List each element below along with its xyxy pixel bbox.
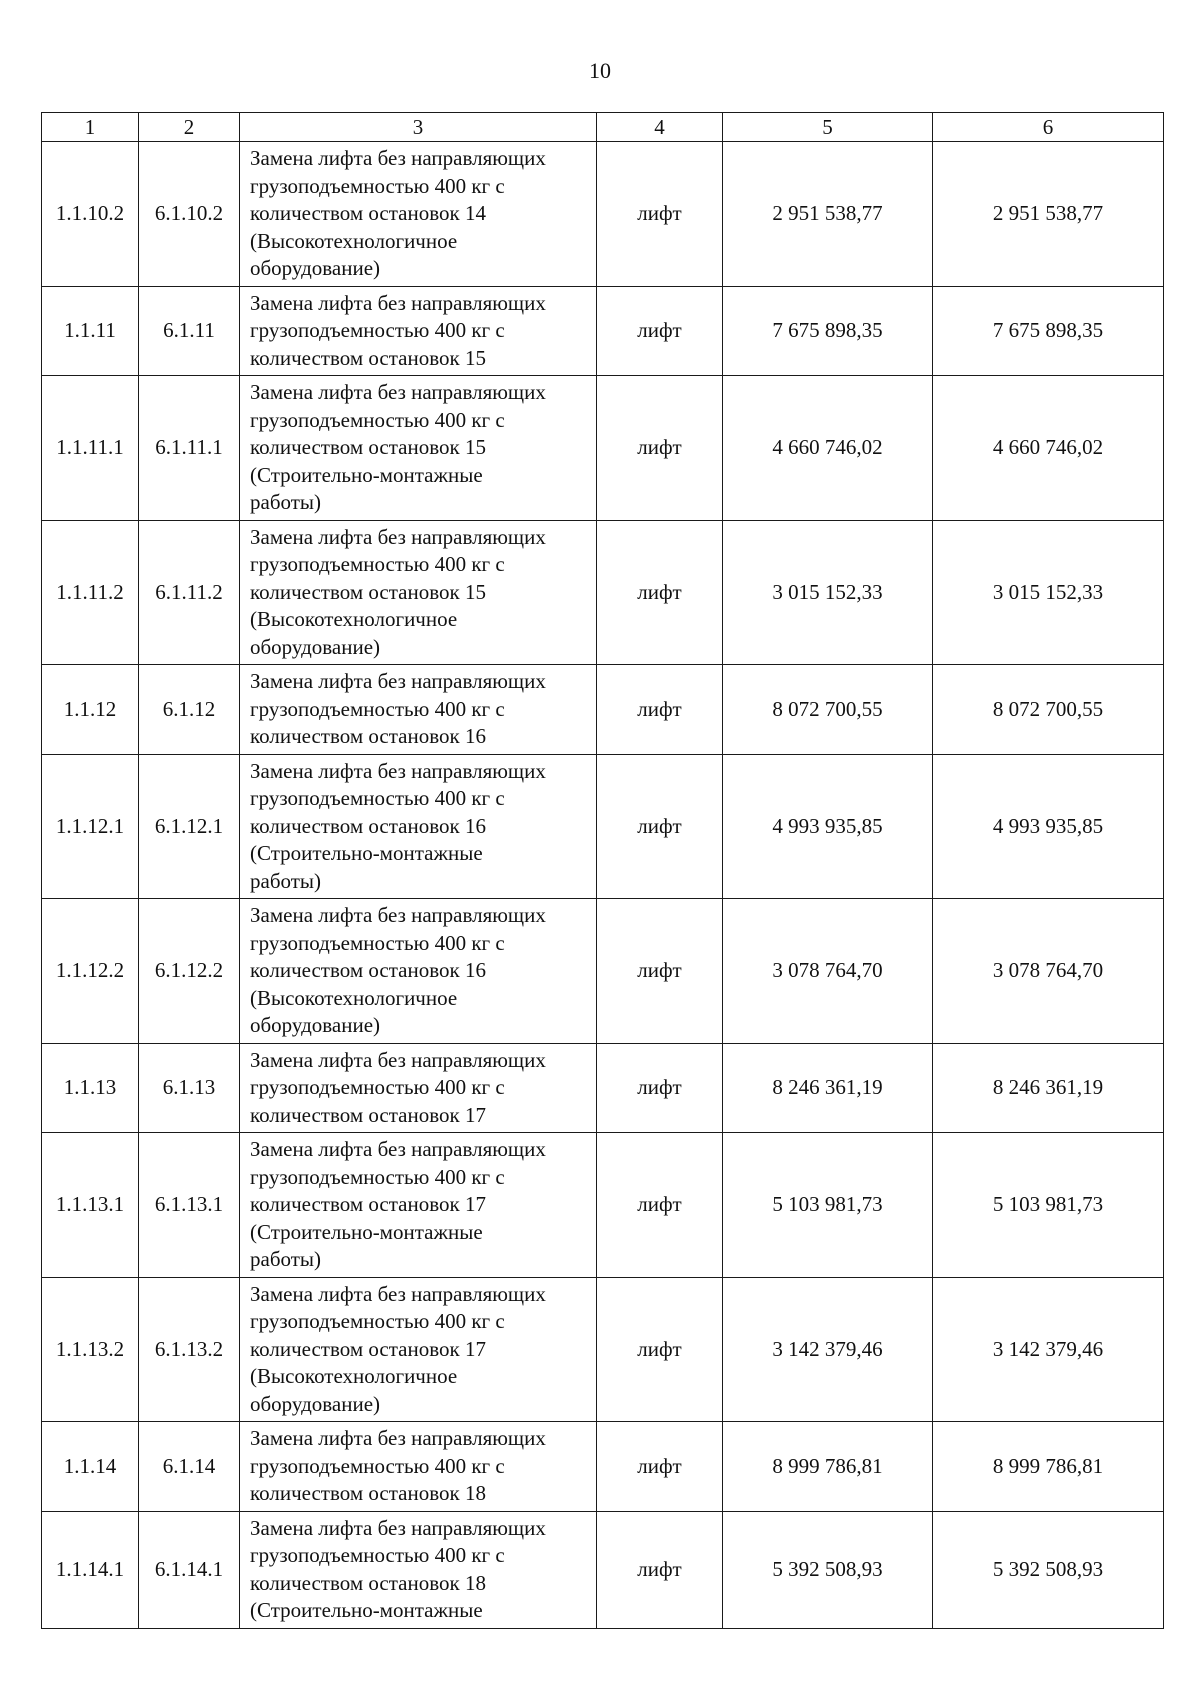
cell-code: 1.1.12.1	[42, 754, 139, 899]
cell-cost-total: 4 660 746,02	[933, 376, 1164, 521]
table-header	[42, 113, 1164, 142]
cell-description	[240, 665, 597, 755]
cell-unit: лифт	[597, 899, 723, 1044]
cell-subcode: 6.1.14	[139, 1422, 240, 1512]
description-line: грузоподъемностью 400 кг с	[250, 696, 505, 721]
table-row	[42, 520, 1164, 665]
description-line: грузоподъемностью 400 кг с	[250, 786, 505, 810]
cell-description	[240, 1511, 597, 1628]
cell-subcode: 6.1.11.1	[139, 376, 240, 521]
cell-code: 1.1.12	[42, 665, 139, 755]
header-col-3: 3	[240, 113, 597, 142]
cell-cost-total: 2 951 538,77	[933, 142, 1164, 287]
cell-unit: лифт	[597, 1511, 723, 1628]
cell-unit: лифт	[597, 1043, 723, 1133]
table-row	[42, 286, 1164, 376]
cell-code: 1.1.11.2	[42, 520, 139, 665]
cell-cost: 2 951 538,77	[723, 142, 933, 287]
description-line: количеством остановок 17	[250, 1192, 486, 1216]
cell-unit: лифт	[597, 754, 723, 899]
header-col-5: 5	[723, 113, 933, 142]
cell-description	[240, 1043, 597, 1133]
description-line: количеством остановок 16	[250, 813, 486, 838]
cell-unit: лифт	[597, 376, 723, 521]
description-line: Замена лифта без направляющих	[250, 758, 546, 783]
cell-subcode: 6.1.12.1	[139, 754, 240, 899]
description-line: работы)	[250, 490, 322, 514]
cell-unit: лифт	[597, 1277, 723, 1422]
description-line: грузоподъемностью 400 кг с	[250, 1453, 505, 1478]
cell-description	[240, 142, 597, 287]
cell-cost-total: 8 999 786,81	[933, 1422, 1164, 1512]
cell-cost-total: 8 246 361,19	[933, 1043, 1164, 1133]
description-line: (Строительно-монтажные	[250, 1598, 483, 1622]
description-line: (Высокотехнологичное	[250, 985, 458, 1010]
cell-unit: лифт	[597, 1422, 723, 1512]
cell-code: 1.1.14	[42, 1422, 139, 1512]
header-row	[42, 113, 1164, 142]
cell-cost: 3 142 379,46	[723, 1277, 933, 1422]
cell-code: 1.1.10.2	[42, 142, 139, 287]
cell-cost: 8 072 700,55	[723, 665, 933, 755]
description-line: грузоподъемностью 400 кг с	[250, 173, 505, 198]
cell-cost: 3 015 152,33	[723, 520, 933, 665]
cell-description	[240, 376, 597, 521]
description-line: грузоподъемностью 400 кг с	[250, 1075, 505, 1099]
description-line: количеством остановок 15	[250, 579, 486, 604]
description-line: (Строительно-монтажные	[250, 1219, 483, 1244]
cell-cost: 8 246 361,19	[723, 1043, 933, 1133]
description-line: Замена лифта без направляющих	[250, 146, 546, 170]
cell-description	[240, 286, 597, 376]
cell-subcode: 6.1.12	[139, 665, 240, 755]
cell-code: 1.1.13.1	[42, 1133, 139, 1278]
cell-cost-total: 8 072 700,55	[933, 665, 1164, 755]
cell-cost-total: 7 675 898,35	[933, 286, 1164, 376]
table-body	[42, 142, 1164, 1629]
cell-cost: 5 103 981,73	[723, 1133, 933, 1278]
cell-description	[240, 520, 597, 665]
description-line: грузоподъемностью 400 кг с	[250, 552, 505, 576]
cell-code: 1.1.11.1	[42, 376, 139, 521]
description-line: Замена лифта без направляющих	[250, 290, 546, 315]
table-row	[42, 1043, 1164, 1133]
header-col-6: 6	[933, 113, 1164, 142]
header-col-4: 4	[597, 113, 723, 142]
cell-cost: 4 660 746,02	[723, 376, 933, 521]
description-line: грузоподъемностью 400 кг с	[250, 1543, 505, 1567]
cell-description	[240, 1277, 597, 1422]
table-row	[42, 142, 1164, 287]
cell-unit: лифт	[597, 520, 723, 665]
cell-subcode: 6.1.11.2	[139, 520, 240, 665]
description-line: Замена лифта без направляющих	[250, 1515, 546, 1540]
table-row	[42, 376, 1164, 521]
description-line: количеством остановок 15	[250, 345, 486, 370]
table-row	[42, 1511, 1164, 1628]
table-row	[42, 754, 1164, 899]
description-line: Замена лифта без направляющих	[250, 903, 546, 927]
cell-cost: 4 993 935,85	[723, 754, 933, 899]
description-line: Замена лифта без направляющих	[250, 1047, 546, 1072]
cell-description	[240, 899, 597, 1044]
cell-cost: 7 675 898,35	[723, 286, 933, 376]
description-line: грузоподъемностью 400 кг с	[250, 407, 505, 432]
description-line: Замена лифта без направляющих	[250, 1281, 546, 1306]
description-line: грузоподъемностью 400 кг с	[250, 930, 505, 955]
description-line: оборудование)	[250, 1391, 381, 1416]
description-line: работы)	[250, 868, 322, 893]
table-row	[42, 665, 1164, 755]
cell-code: 1.1.13	[42, 1043, 139, 1133]
cell-subcode: 6.1.10.2	[139, 142, 240, 287]
table-row	[42, 1422, 1164, 1512]
description-line: количеством остановок 15	[250, 435, 486, 459]
cell-subcode: 6.1.11	[139, 286, 240, 376]
description-line: грузоподъемностью 400 кг с	[250, 1309, 505, 1333]
description-line: Замена лифта без направляющих	[250, 380, 546, 404]
cell-subcode: 6.1.13.2	[139, 1277, 240, 1422]
table-row	[42, 1277, 1164, 1422]
cell-unit: лифт	[597, 665, 723, 755]
table-row	[42, 1133, 1164, 1278]
cell-description	[240, 1133, 597, 1278]
description-line: количеством остановок 17	[250, 1102, 486, 1127]
cell-cost-total: 5 392 508,93	[933, 1511, 1164, 1628]
cell-unit: лифт	[597, 1133, 723, 1278]
description-line: оборудование)	[250, 256, 381, 280]
cell-cost: 3 078 764,70	[723, 899, 933, 1044]
header-col-2: 2	[139, 113, 240, 142]
description-line: количеством остановок 17	[250, 1336, 486, 1361]
cell-unit: лифт	[597, 286, 723, 376]
cell-unit: лифт	[597, 142, 723, 287]
description-line: грузоподъемностью 400 кг с	[250, 1164, 505, 1189]
cell-code: 1.1.14.1	[42, 1511, 139, 1628]
cell-subcode: 6.1.14.1	[139, 1511, 240, 1628]
description-line: (Строительно-монтажные	[250, 462, 483, 487]
description-line: Замена лифта без направляющих	[250, 524, 546, 549]
description-line: количеством остановок 16	[250, 958, 486, 982]
description-line: Замена лифта без направляющих	[250, 669, 546, 693]
description-line: (Строительно-монтажные	[250, 841, 483, 865]
cell-subcode: 6.1.13.1	[139, 1133, 240, 1278]
cell-code: 1.1.12.2	[42, 899, 139, 1044]
cell-cost-total: 4 993 935,85	[933, 754, 1164, 899]
cell-description	[240, 1422, 597, 1512]
cell-cost: 5 392 508,93	[723, 1511, 933, 1628]
cell-code: 1.1.11	[42, 286, 139, 376]
cell-subcode: 6.1.12.2	[139, 899, 240, 1044]
cell-subcode: 6.1.13	[139, 1043, 240, 1133]
description-line: количеством остановок 16	[250, 724, 486, 748]
cell-cost-total: 3 015 152,33	[933, 520, 1164, 665]
description-line: Замена лифта без направляющих	[250, 1137, 546, 1161]
cell-cost: 8 999 786,81	[723, 1422, 933, 1512]
description-line: количеством остановок 18	[250, 1570, 486, 1595]
description-line: оборудование)	[250, 1013, 381, 1037]
cell-cost-total: 5 103 981,73	[933, 1133, 1164, 1278]
cell-cost-total: 3 078 764,70	[933, 899, 1164, 1044]
description-line: количеством остановок 14	[250, 201, 486, 225]
description-line: работы)	[250, 1247, 322, 1271]
description-line: (Высокотехнологичное	[250, 607, 458, 631]
description-line: оборудование)	[250, 634, 381, 659]
cost-table	[41, 112, 1164, 1629]
table-row	[42, 899, 1164, 1044]
description-line: (Высокотехнологичное	[250, 1364, 458, 1388]
description-line: (Высокотехнологичное	[250, 228, 458, 253]
description-line: количеством остановок 18	[250, 1481, 486, 1505]
cell-description	[240, 754, 597, 899]
description-line: Замена лифта без направляющих	[250, 1426, 546, 1450]
header-col-1: 1	[42, 113, 139, 142]
cell-code: 1.1.13.2	[42, 1277, 139, 1422]
description-line: грузоподъемностью 400 кг с	[250, 318, 505, 342]
cell-cost-total: 3 142 379,46	[933, 1277, 1164, 1422]
page-number: 10	[589, 58, 611, 83]
